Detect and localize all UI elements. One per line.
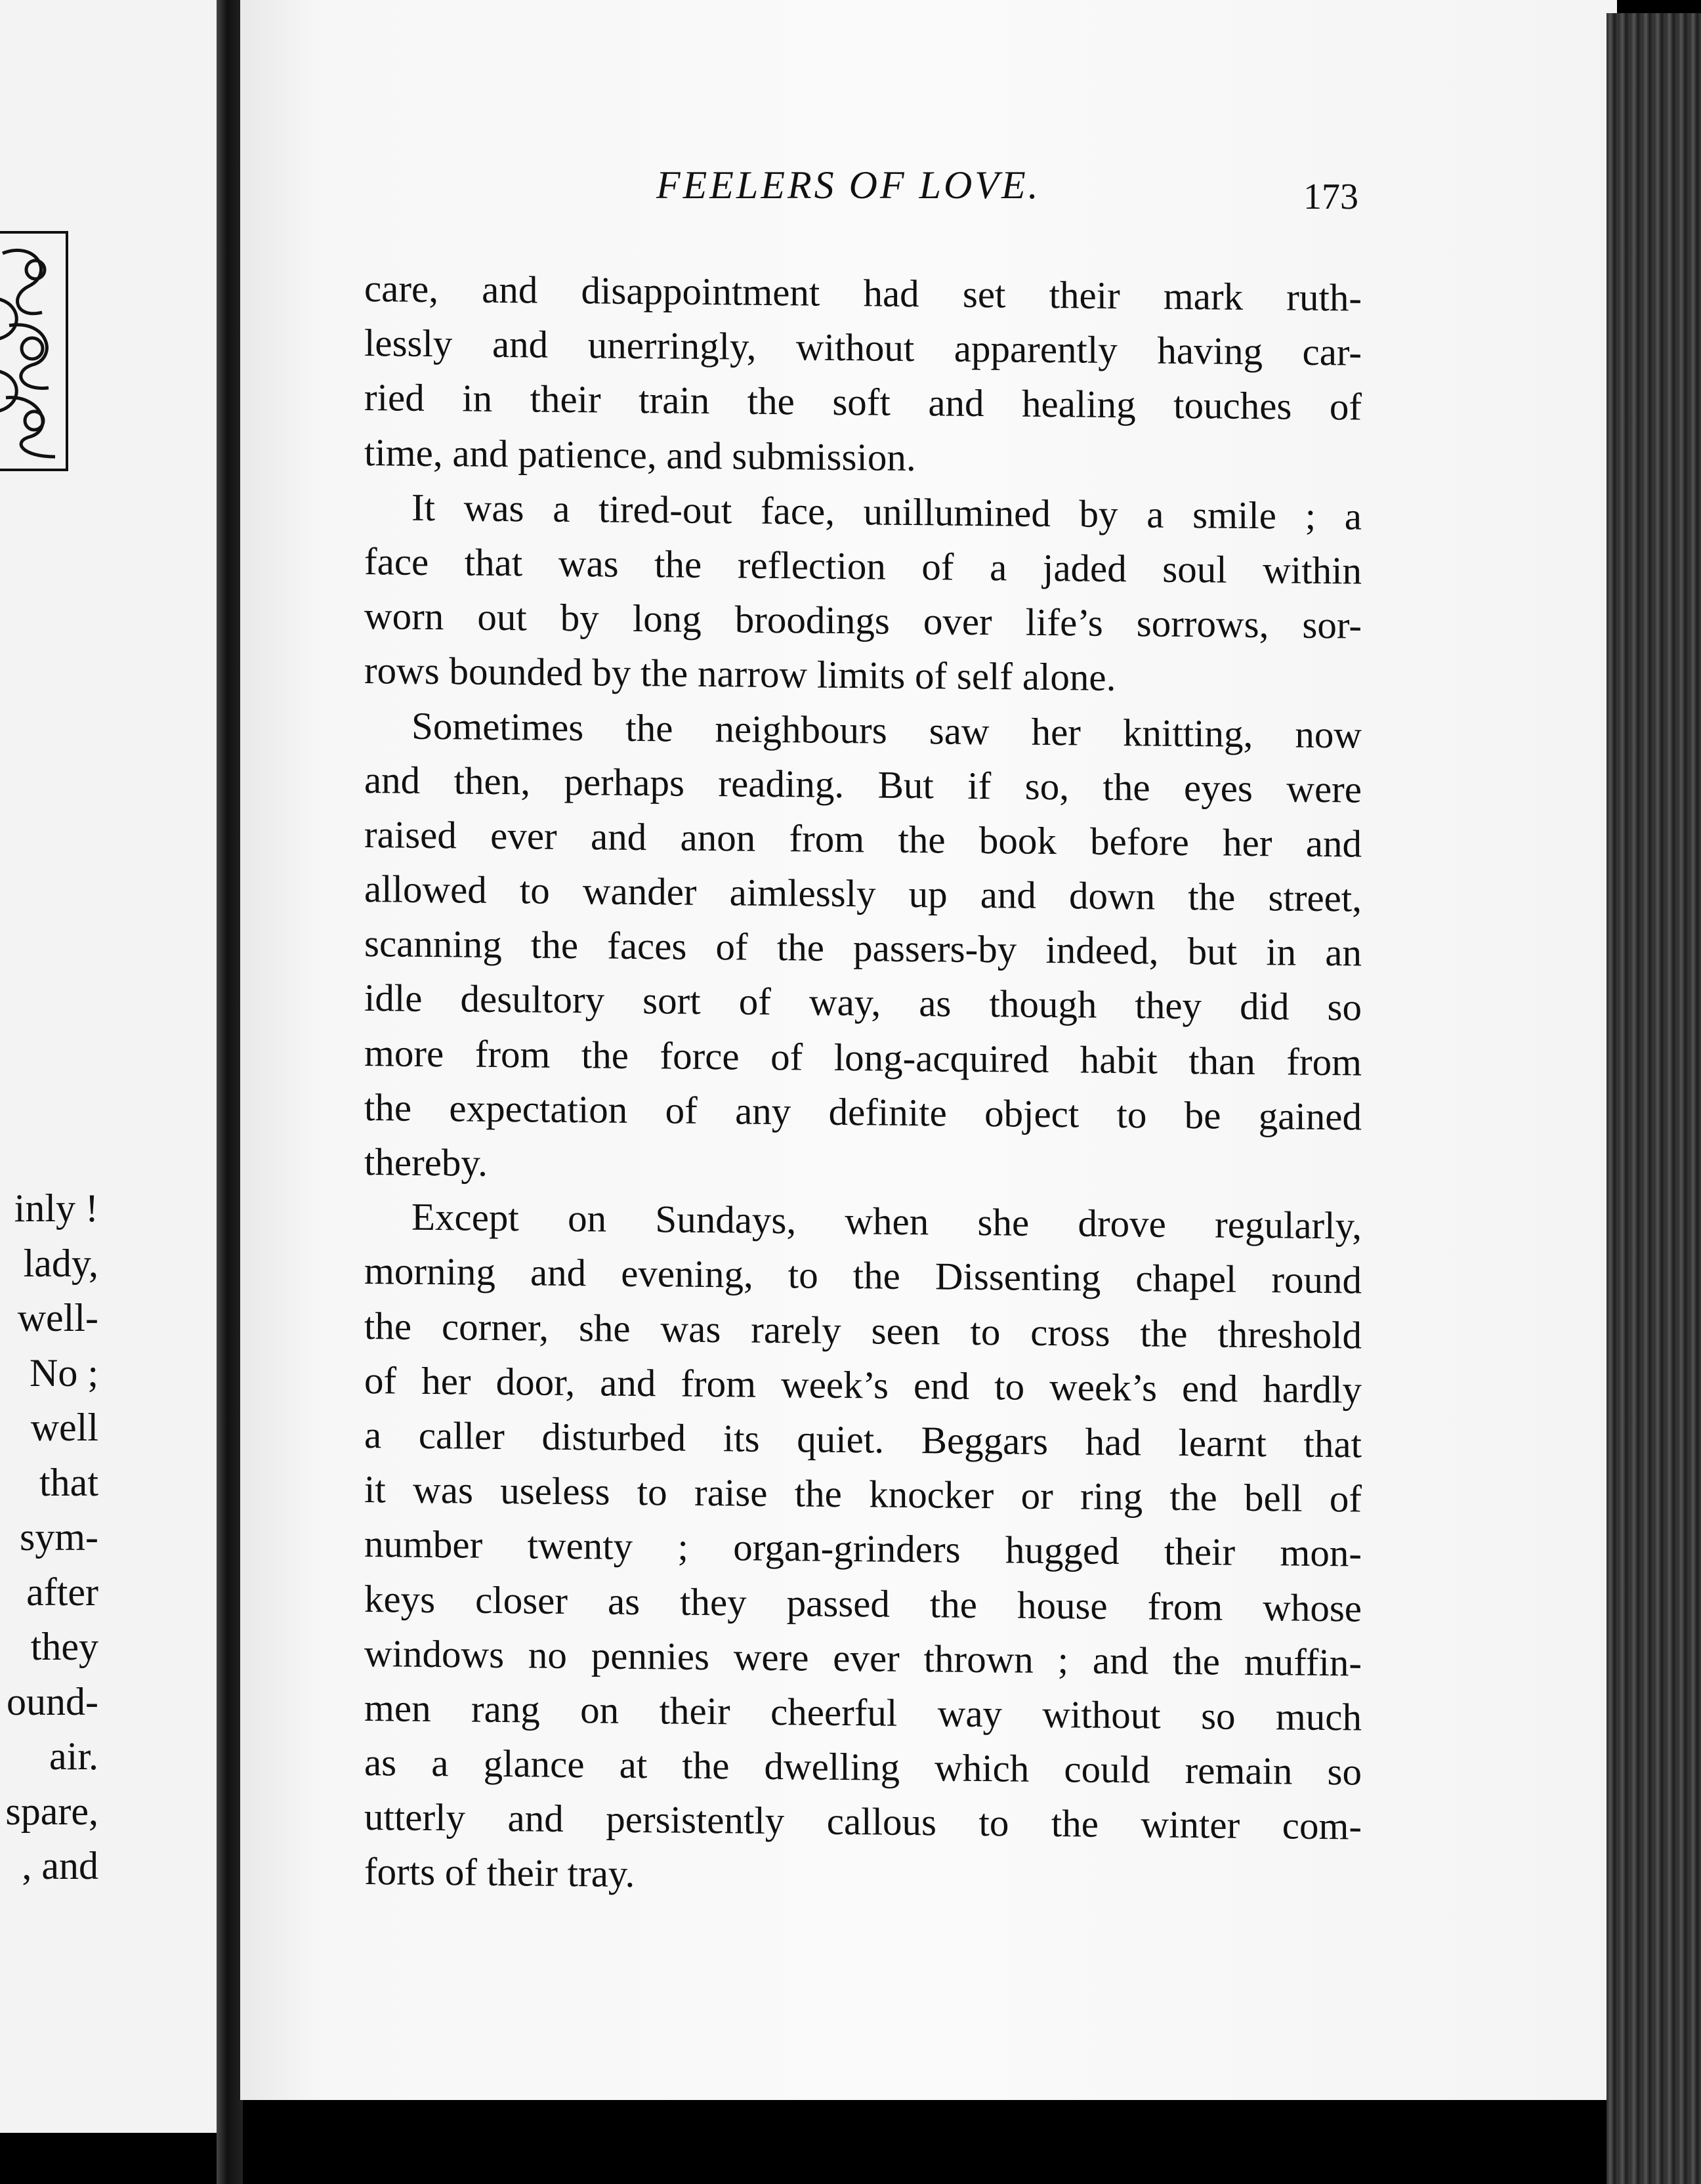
text-line: number twenty ; organ-grinders hugged their mon-: [364, 1522, 1362, 1575]
text-line: lessly and unerringly, without apparently having car-: [364, 321, 1362, 374]
left-page-line: well-: [17, 1296, 98, 1339]
paragraph: [364, 261, 1362, 489]
text-line: rows bounded by the narrow limits of self alone.: [364, 648, 1116, 700]
left-page-line: spare,: [5, 1789, 98, 1833]
left-page-line: lady,: [23, 1241, 98, 1285]
paragraph: [364, 698, 1362, 1199]
page-number: 173: [1303, 177, 1358, 217]
floral-ornament-icon: [0, 234, 66, 469]
page-edges: [1606, 13, 1701, 2184]
text-line: the corner, she was rarely seen to cross the threshold: [364, 1303, 1362, 1357]
text-line: raised ever and anon from the book before her and: [364, 812, 1362, 866]
text-line: windows no pennies were ever thrown ; and the muffin-: [364, 1631, 1362, 1685]
text-line: ried in their train the soft and healing touches of: [364, 375, 1362, 429]
text-line: idle desultory sort of way, as though they did so: [364, 976, 1362, 1030]
running-title: FEELERS OF LOVE.: [656, 163, 1041, 207]
text-line: of her door, and from week’s end to week’s end hardly: [364, 1358, 1362, 1412]
paragraph: [364, 480, 1362, 707]
text-line: more from the force of long-acquired habit than from: [364, 1030, 1362, 1084]
text-line: It was a tired-out face, unillumined by a smile ; a: [411, 485, 1362, 538]
left-page-text-fragments: [0, 1181, 98, 1894]
text-line: and then, perhaps reading. But if so, the eyes were: [364, 757, 1362, 811]
text-line: Sometimes the neighbours saw her knitting, now: [411, 704, 1362, 757]
text-line: forts of their tray.: [364, 1849, 635, 1896]
left-page-line: No ;: [30, 1351, 98, 1395]
text-line: it was useless to raise the knocker or ring the bell of: [364, 1467, 1362, 1521]
left-page-line: they: [30, 1625, 98, 1668]
text-line: the expectation of any definite object to be gained: [364, 1085, 1362, 1139]
text-line: utterly and persistently callous to the winter com-: [364, 1795, 1362, 1848]
text-line: keys closer as they passed the house from whose: [364, 1576, 1362, 1630]
left-page-line: air.: [49, 1734, 98, 1778]
left-page-line: ound-: [7, 1679, 98, 1723]
text-line: Except on Sundays, when she drove regularly,: [411, 1194, 1362, 1248]
text-line: a caller disturbed its quiet. Beggars had learnt that: [364, 1412, 1362, 1466]
text-line: as a glance at the dwelling which could remain so: [364, 1740, 1362, 1794]
left-page-line: inly !: [14, 1186, 98, 1230]
text-line: thereby.: [364, 1140, 488, 1185]
left-page-line: sym-: [20, 1515, 98, 1559]
text-line: face that was the reflection of a jaded soul within: [364, 539, 1362, 593]
text-line: worn out by long broodings over life’s sorrows, sor-: [364, 594, 1362, 647]
left-page-line: , and: [22, 1844, 98, 1887]
text-line: care, and disappointment had set their mark ruth-: [364, 266, 1362, 320]
left-page-line: that: [39, 1460, 98, 1504]
text-line: men rang on their cheerful way without so much: [364, 1685, 1362, 1739]
text-line: allowed to wander aimlessly up and down the street,: [364, 867, 1362, 920]
left-page-line: well: [30, 1406, 98, 1449]
text-line: scanning the faces of the passers-by indeed, but in an: [364, 921, 1362, 975]
left-page-line: after: [26, 1570, 98, 1614]
decorative-initial-ornament: [0, 231, 68, 471]
text-line: morning and evening, to the Dissenting chapel round: [364, 1249, 1362, 1302]
text-line: time, and patience, and submission.: [364, 430, 916, 479]
paragraph: [364, 1189, 1362, 1908]
body-text: [364, 261, 1362, 1908]
book-gutter: [217, 0, 243, 2184]
left-facing-page: [0, 0, 228, 2133]
